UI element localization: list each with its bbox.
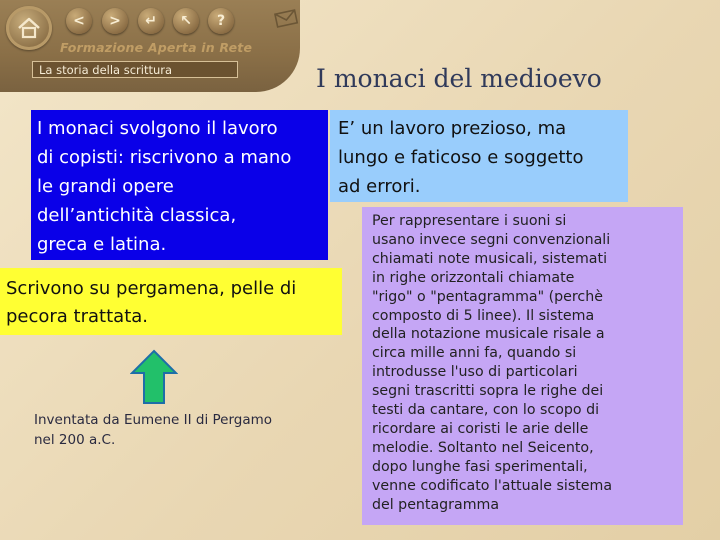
back-icon: < [73,13,85,29]
help-icon: ? [216,13,226,29]
parchment-caption: Inventata da Eumene II di Pergamo nel 200 a.C. [34,412,273,448]
forward-icon: > [109,13,121,29]
up-icon: ↖ [180,13,192,29]
envelope-icon[interactable] [272,6,300,30]
monks-copyists-text: I monaci svolgono il lavoro di copisti: riscrivono a mano le grandi opere dell’antichità classica, greca e latina. [31,110,328,260]
forward-button[interactable] [102,8,128,34]
section-label: La storia della scrittura [32,61,238,78]
return-icon: ↵ [145,13,157,29]
return-button[interactable] [138,8,164,34]
up-button[interactable] [173,8,199,34]
home-icon[interactable] [6,6,52,50]
brand-name: Formazione Aperta in Rete [60,40,253,55]
music-notation-text: Per rappresentare i suoni si usano invece segni convenzionali chiamati note musicali, sistemati in righe orizzontali chiamate "rigo" o "pentagramma" (perchè composto di 5 linee). Il sistema della notazione musicale risale a circa mille anni fa, quando si introdusse l'uso di particolari segni trascritti sopra le righe dei testi da cantare, con lo scopo di ricordare ai coristi le arie delle melodie. Soltanto nel Seicento, dopo lunghe fasi sperimentali, venne codificato l'attuale sistema del pentagramma [362,207,683,525]
up-arrow-icon [130,349,178,405]
help-button[interactable] [208,8,234,34]
back-button[interactable] [66,8,92,34]
parchment-text: Scrivono su pergamena, pelle di pecora trattata. [0,268,342,335]
page-title: I monaci del medioevo [316,64,602,93]
precious-work-text: E’ un lavoro prezioso, ma lungo e faticoso e soggetto ad errori. [330,110,628,202]
